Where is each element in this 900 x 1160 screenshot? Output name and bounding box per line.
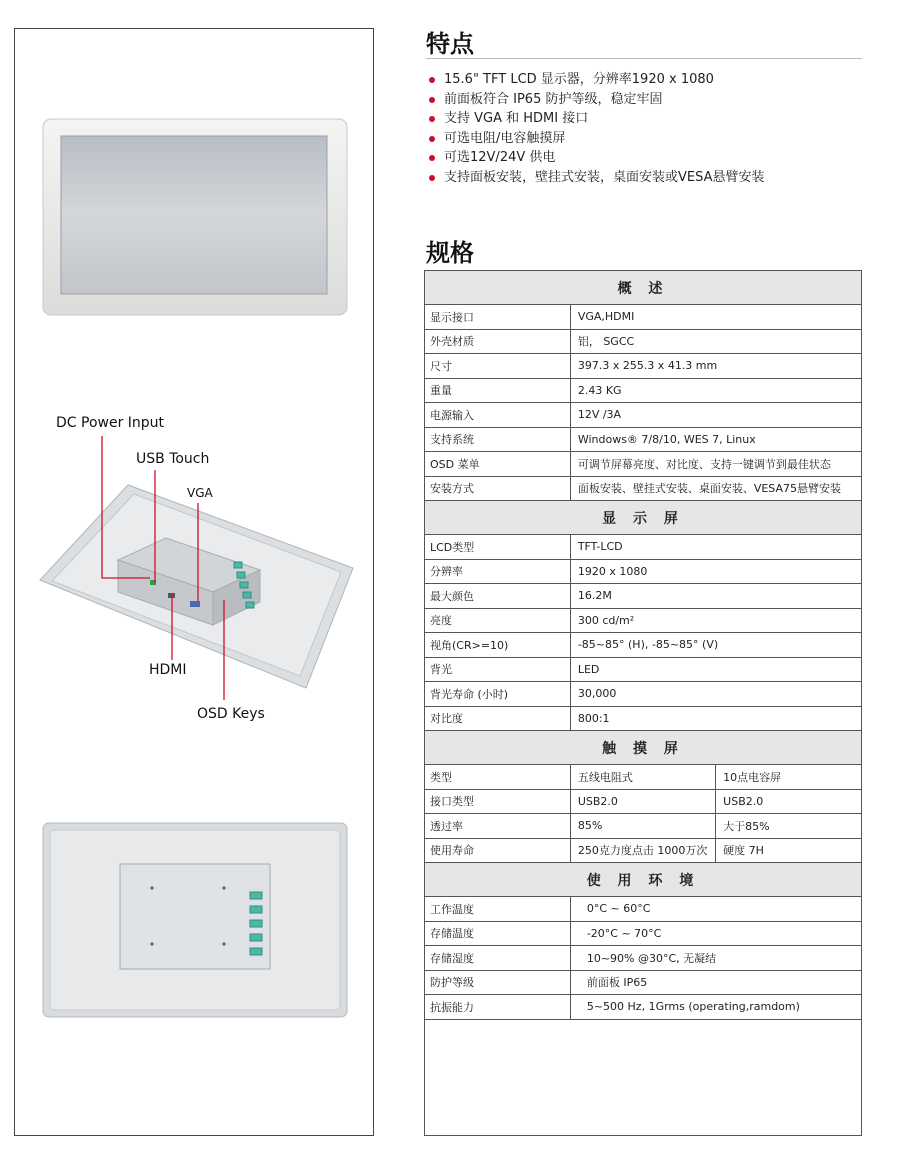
spec-row: 外壳材质 铝， SGCC	[425, 329, 861, 354]
spec-row: 防护等级 前面板 IP65	[425, 970, 861, 995]
spec-row: 最大颜色 16.2M	[425, 584, 861, 609]
bullet-icon	[429, 97, 435, 103]
spec-row: 存储湿度 10~90% @30°C, 无凝结	[425, 946, 861, 971]
spec-row: 对比度 800:1	[425, 706, 861, 731]
spec-table	[424, 270, 862, 1136]
bullet-icon	[429, 175, 435, 181]
spec-row: 亮度 300 cd/m²	[425, 608, 861, 633]
callout-vga: VGA	[187, 486, 213, 500]
features-title-rule	[426, 58, 862, 59]
rear-view-photo	[42, 822, 348, 1018]
spec-row: LCD类型 TFT-LCD	[425, 535, 861, 560]
features-list	[426, 70, 765, 188]
spec-row: 背光寿命 (小时) 30,000	[425, 682, 861, 707]
callout-dc-power-input: DC Power Input	[56, 415, 165, 431]
features-title: 特点	[426, 30, 474, 58]
feature-item: 可选电阻/电容触摸屏	[426, 129, 765, 149]
bullet-icon	[429, 136, 435, 142]
spec-section-header: 使 用 环 境	[425, 863, 861, 897]
callout-hdmi: HDMI	[149, 662, 187, 678]
spec-row: 使用寿命 250克力度点击 1000万次 硬度 7H	[425, 838, 861, 863]
spec-row: 抗振能力 5~500 Hz, 1Grms (operating,ramdom)	[425, 995, 861, 1020]
spec-row: 透过率 85% 大于85%	[425, 814, 861, 839]
callout-lines	[0, 0, 380, 760]
spec-row: 背光 LED	[425, 657, 861, 682]
spec-row: OSD 菜单 可调节屏幕亮度、对比度、支持一键调节到最佳状态	[425, 452, 861, 477]
spec-row: 尺寸 397.3 x 255.3 x 41.3 mm	[425, 354, 861, 379]
spec-row: 存储温度 -20°C ~ 70°C	[425, 921, 861, 946]
bullet-icon	[429, 116, 435, 122]
spec-row: 分辨率 1920 x 1080	[425, 559, 861, 584]
spec-row: 显示接口 VGA,HDMI	[425, 305, 861, 330]
callout-osd-keys: OSD Keys	[197, 706, 265, 722]
spec-row: 工作温度 0°C ~ 60°C	[425, 897, 861, 922]
spec-section-header: 触 摸 屏	[425, 731, 861, 765]
spec-row: 接口类型 USB2.0 USB2.0	[425, 789, 861, 814]
spec-section-header: 概 述	[425, 271, 861, 305]
bullet-icon	[429, 155, 435, 161]
feature-item: 前面板符合 IP65 防护等级，稳定牢固	[426, 90, 765, 110]
spec-row: 安装方式 面板安装、壁挂式安装、桌面安装、VESA75悬臂安装	[425, 476, 861, 501]
spec-row: 视角(CR>=10) -85~85° (H), -85~85° (V)	[425, 633, 861, 658]
feature-item: 15.6" TFT LCD 显示器，分辨率1920 x 1080	[426, 70, 765, 90]
bullet-icon	[429, 77, 435, 83]
spec-row: 电源输入 12V /3A	[425, 403, 861, 428]
feature-item: 支持 VGA 和 HDMI 接口	[426, 109, 765, 129]
feature-item: 可选12V/24V 供电	[426, 148, 765, 168]
callout-usb-touch: USB Touch	[136, 451, 210, 467]
spec-row: 支持系统 Windows® 7/8/10, WES 7, Linux	[425, 427, 861, 452]
spec-row: 类型 五线电阻式 10点电容屏	[425, 765, 861, 790]
feature-item: 支持面板安装，壁挂式安装，桌面安装或VESA悬臂安装	[426, 168, 765, 188]
spec-row: 重量 2.43 KG	[425, 378, 861, 403]
specs-title: 规格	[426, 239, 474, 267]
spec-section-header: 显 示 屏	[425, 501, 861, 535]
